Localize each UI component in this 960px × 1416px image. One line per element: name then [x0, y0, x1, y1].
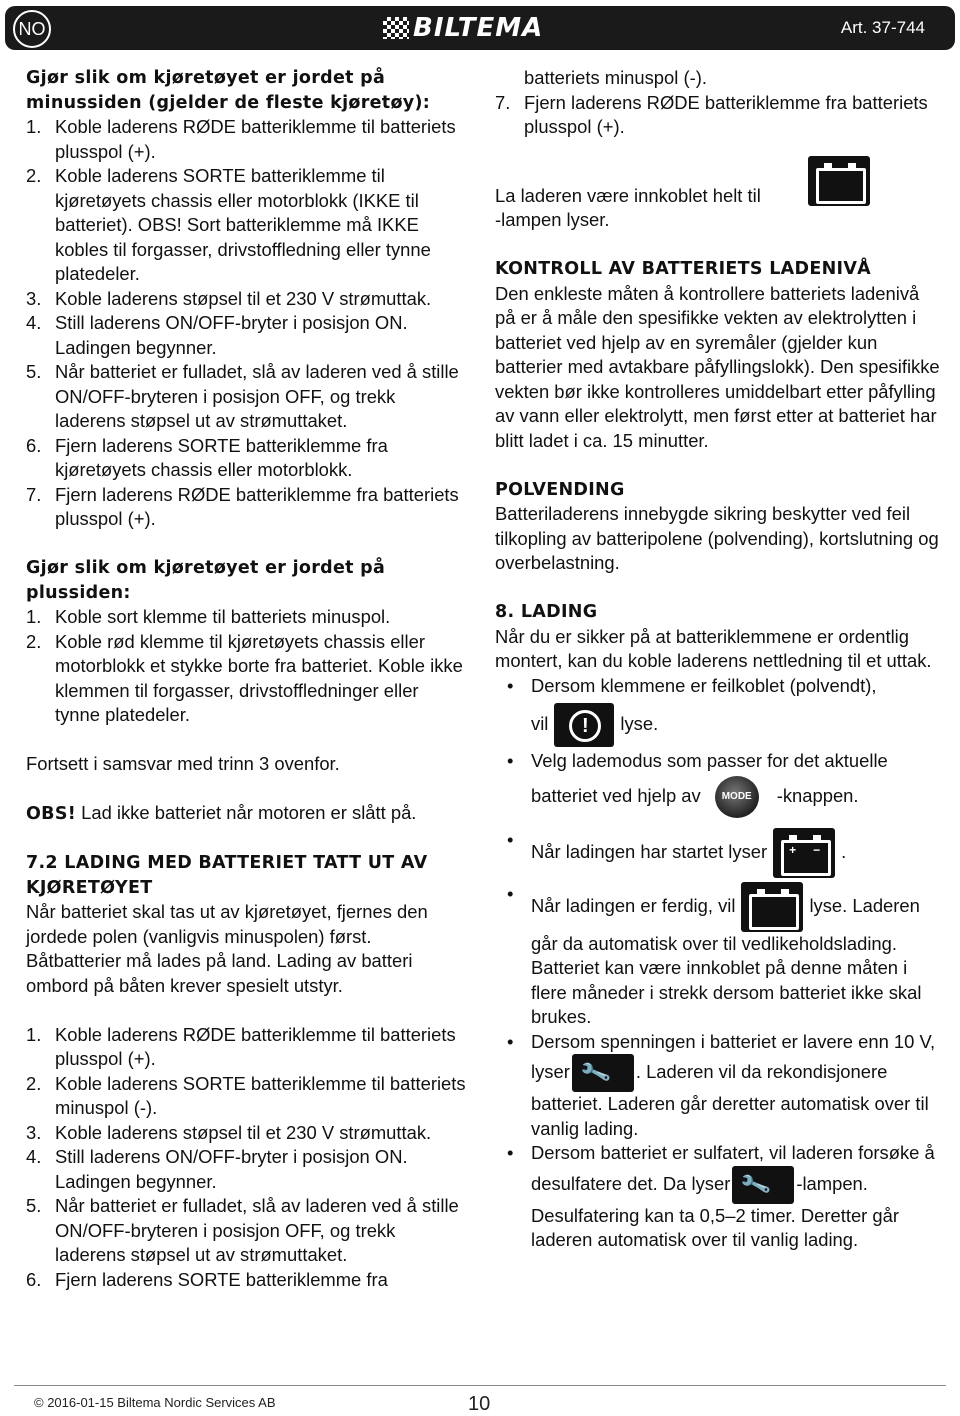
step6-continued: batteriets minuspol (-).: [524, 67, 707, 88]
step-number: 3.: [26, 1121, 42, 1143]
warning-icon: !: [554, 703, 614, 747]
battery-full-icon: [808, 156, 870, 206]
step-text: Koble rød klemme til kjøretøyets chassis eller motorblokk et stykke borte fra batteriet. Koble ikke klemmen til forgasser, drivstoffledninger eller tynne platedeler.: [55, 630, 463, 725]
left-column: [26, 66, 466, 1292]
page-footer: [0, 1385, 960, 1414]
steps-plus-ground: [26, 605, 466, 728]
charging-bullets: [495, 674, 940, 1253]
list-item: [26, 483, 466, 532]
heading-polarity: POLVENDING: [495, 479, 625, 500]
step-number: 6.: [26, 1268, 42, 1290]
step-number: 4.: [26, 1146, 42, 1167]
continue-text: Fortsett i samsvar med trinn 3 ovenfor.: [26, 753, 340, 774]
list-item: [26, 1194, 466, 1268]
obs-paragraph: [26, 801, 466, 827]
step-number: 1.: [26, 116, 42, 137]
list-item: [26, 630, 466, 728]
step-number: 3.: [26, 287, 42, 309]
list-item: [26, 434, 466, 483]
list-item: [26, 311, 466, 360]
step-text: Koble laderens SORTE batteriklemme til kjøretøyets chassis eller motorblokk (IKKE til batteriet). OBS! Sort batteriklemme må IKKE kobles til forgasser, drivstoffledning eller tynne platedeler.: [55, 165, 431, 284]
obs-text: Lad ikke batteriet når motoren er slått på.: [76, 802, 417, 823]
header-bar: [5, 6, 955, 50]
paragraph-polarity: Batteriladerens innebygde sikring beskytter ved feil tilkopling av batteripolene (polvending), kortslutning og overbelastning.: [495, 503, 939, 573]
list-item: [26, 605, 466, 630]
heading-8-charging: 8. LADING: [495, 602, 598, 622]
step-text: Koble sort klemme til batteriets minuspol.: [55, 606, 391, 627]
step-7-list: [495, 91, 940, 140]
step-text: Koble laderens SORTE batteriklemme til batteriets minuspol (-).: [55, 1072, 466, 1118]
list-item: • Når ladingen er ferdig, vil lyse. Laderen går da automatisk over til vedlikeholdslading. Batteriet kan være innkoblet på denne måten i flere måneder i strekk dersom batteriet ikke skal brukes.: [495, 882, 940, 1030]
list-item: [26, 1268, 466, 1293]
step-number: 5.: [26, 361, 42, 382]
step-number: 1.: [26, 1023, 42, 1045]
step-number: 5.: [26, 1195, 42, 1216]
list-item: [26, 164, 466, 287]
heading-plus-ground: Gjør slik om kjøretøyet er jordet på plussiden:: [26, 558, 386, 603]
heading-minus-ground: Gjør slik om kjøretøyet er jordet på minussiden (gjelder de fleste kjøretøy):: [26, 68, 431, 113]
paragraph-7-2: Når batteriet skal tas ut av kjøretøyet, fjernes den jordede polen (vanligvis minuspolen) først. Båtbatterier må lades på land. Lading av batteri ombord på båten krever spesielt utstyr.: [26, 901, 428, 996]
copyright-text: © 2016-01-15 Biltema Nordic Services AB: [34, 1395, 276, 1410]
list-item: [26, 360, 466, 434]
step-number: 1.: [26, 606, 42, 627]
step-text: Når batteriet er fulladet, slå av laderen ved å stille ON/OFF-bryteren i posisjon OFF, og trekk laderens støpsel ut av strømuttaket.: [55, 1195, 459, 1265]
step-text: Still laderens ON/OFF-bryter i posisjon ON. Ladingen begynner.: [55, 1146, 408, 1192]
list-item: • Når ladingen har startet lyser + − .: [495, 828, 940, 878]
step-number: 2.: [26, 165, 42, 186]
step-text: Still laderens ON/OFF-bryter i posisjon ON. Ladingen begynner.: [55, 312, 408, 358]
wrench-icon: 🔧: [572, 1054, 634, 1092]
brand-name: BILTEMA: [413, 13, 544, 43]
step-text: Koble laderens støpsel til et 230 V strømuttak.: [55, 1121, 432, 1143]
list-item: [26, 287, 466, 312]
step-number: 6.: [26, 434, 42, 456]
page-number: 10: [468, 1393, 491, 1415]
paragraph-charge-level: Den enkleste måten å kontrollere batteriets ladenivå på er å måle den spesifikke vekten av elektrolytten i batteriet ved hjelp av en syremåler (gjelder kun batterier med avtakbare påfyllingslokk). Den spesifikke vekten bør ikke kontrolleres umiddelbart etter påfylling av vann eller elektrolytt, men først etter at batteriet har blitt ladet i ca. 15 minutter.: [495, 282, 940, 451]
step-text: Koble laderens RØDE batteriklemme til batteriets plusspol (+).: [55, 116, 456, 162]
list-item: • Dersom spenningen i batteriet er lavere enn 10 V, lyser 🔧 . Laderen vil da rekondisjonere batteriet. Laderen går deretter automatisk over til vanlig lading.: [495, 1030, 940, 1142]
step-text: Koble laderens RØDE batteriklemme til batteriets plusspol (+).: [55, 1023, 456, 1069]
checker-flag-icon: [383, 17, 409, 39]
list-item: [26, 1121, 466, 1146]
battery-full-icon: [741, 882, 803, 932]
list-item: [26, 1072, 466, 1121]
right-column: [495, 66, 940, 1253]
list-item: • Dersom klemmene er feilkoblet (polvendt), vil ! lyse.: [495, 674, 940, 748]
article-number: Art. 37-744: [840, 18, 925, 37]
obs-label: OBS!: [26, 804, 76, 824]
steps-minus-ground: [26, 115, 466, 532]
steps-removed-battery: [26, 1023, 466, 1293]
battery-charging-icon: + −: [773, 828, 835, 878]
biltema-logo: [383, 14, 543, 42]
step-text: Fjern laderens SORTE batteriklemme fra: [55, 1268, 388, 1290]
language-badge: NO: [13, 10, 51, 48]
list-item: [26, 1023, 466, 1072]
keep-connected-text: La laderen være innkoblet helt til -lampen lyser.: [495, 184, 940, 233]
heading-7-2: 7.2 LADING MED BATTERIET TATT UT AV KJØRETØYET: [26, 853, 428, 898]
list-item: [26, 115, 466, 164]
list-item: [26, 1145, 466, 1194]
step-number: 2.: [26, 1072, 42, 1094]
step-text: Fjern laderens SORTE batteriklemme fra kjøretøyets chassis eller motorblokk.: [55, 434, 388, 480]
mode-button-icon: MODE: [709, 774, 769, 820]
paragraph-charging: Når du er sikker på at batteriklemmene er ordentlig montert, kan du koble laderens nettledning til et uttak.: [495, 625, 932, 671]
step-number: 7.: [26, 483, 42, 505]
step-text: Når batteriet er fulladet, slå av laderen ved å stille ON/OFF-bryteren i posisjon OFF, og trekk laderens støpsel ut av strømuttaket.: [55, 361, 459, 431]
list-item: • Velg lademodus som passer for det aktuelle batteriet ved hjelp av MODE -knappen.: [495, 749, 940, 820]
step-text: Fjern laderens RØDE batteriklemme fra batteriets plusspol (+).: [55, 483, 459, 529]
wrench-icon: 🔧: [732, 1166, 794, 1204]
heading-charge-level: KONTROLL AV BATTERIETS LADENIVÅ: [495, 259, 872, 279]
list-item: 7. Fjern laderens RØDE batteriklemme fra batteriets plusspol (+).: [495, 91, 928, 137]
step-number: 2.: [26, 630, 42, 652]
step-number: 4.: [26, 312, 42, 333]
list-item: • Dersom batteriet er sulfatert, vil laderen forsøke å desulfatere det. Da lyser 🔧 -lampen. Desulfatering kan ta 0,5–2 timer. Deretter går laderen automatisk over til vanlig lading.: [495, 1141, 940, 1253]
step-text: Koble laderens støpsel til et 230 V strømuttak.: [55, 287, 432, 309]
